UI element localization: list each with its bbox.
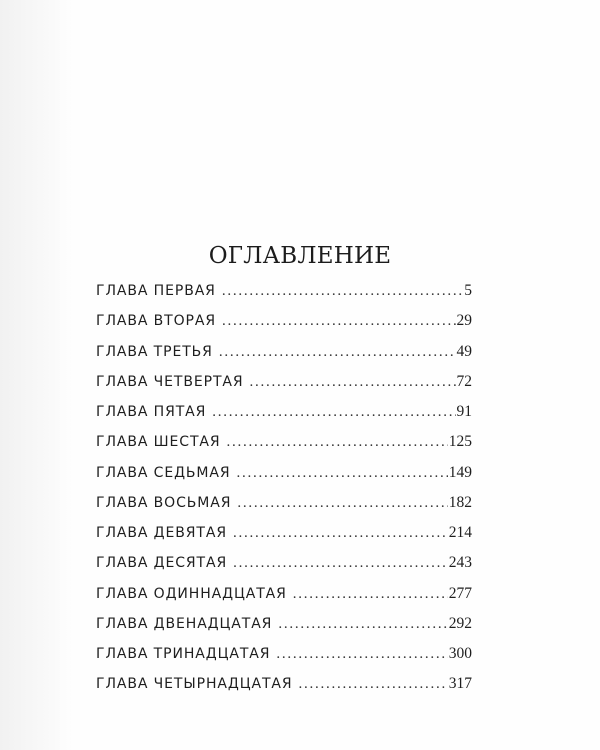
toc-page-number: 149 (448, 463, 472, 481)
toc-dot-leader (233, 525, 448, 542)
toc-entry (96, 282, 472, 312)
toc-page-number: 91 (456, 403, 472, 420)
toc-chapter-title: ГЛАВА ДВЕНАДЦАТАЯ (96, 615, 273, 632)
toc-dot-leader (278, 616, 447, 633)
toc-page-number: 182 (448, 493, 472, 511)
toc-entry (96, 675, 472, 705)
toc-chapter-title: ГЛАВА ШЕСТАЯ (96, 434, 221, 451)
toc-page-number: 214 (448, 524, 472, 541)
toc-page-number: 125 (448, 433, 472, 451)
toc-page-number: 243 (448, 554, 472, 572)
toc-dot-leader (293, 586, 448, 603)
toc-title: ОГЛАВЛЕНИЕ (208, 243, 392, 270)
page-gutter-shadow (0, 0, 74, 750)
toc-entry (96, 645, 472, 675)
toc-entry (96, 494, 472, 524)
toc-dot-leader (237, 465, 448, 482)
toc-chapter-title: ГЛАВА ПЯТАЯ (96, 404, 207, 420)
toc-entry (96, 585, 472, 615)
toc-entry (96, 464, 472, 494)
toc-entry (96, 373, 472, 403)
toc-dot-leader (212, 404, 455, 421)
toc-chapter-title: ГЛАВА ОДИННАДЦАТАЯ (96, 585, 287, 602)
toc-chapter-title: ГЛАВА ТРЕТЬЯ (96, 343, 213, 360)
toc-page-number: 49 (456, 342, 472, 360)
toc-dot-leader (237, 495, 447, 512)
toc-chapter-title: ГЛАВА ТРИНАДЦАТАЯ (96, 646, 271, 662)
toc-chapter-title: ГЛАВА ПЕРВАЯ (96, 283, 216, 299)
toc-dot-leader (227, 434, 448, 451)
toc-dot-leader (222, 283, 463, 300)
toc-chapter-title: ГЛАВА ЧЕТВЕРТАЯ (96, 373, 244, 390)
toc-chapter-title: ГЛАВА ВОСЬМАЯ (96, 494, 232, 511)
toc-dot-leader (276, 646, 447, 663)
toc-chapter-title: ГЛАВА ЧЕТЫРНАДЦАТАЯ (96, 676, 293, 693)
toc-page-number: 72 (456, 372, 472, 390)
toc-chapter-title: ГЛАВА ДЕВЯТАЯ (96, 525, 227, 541)
toc-entry (96, 615, 472, 645)
toc-dot-leader (250, 374, 456, 391)
toc-entry (96, 554, 472, 584)
toc-dot-leader (299, 676, 448, 693)
toc-chapter-title: ГЛАВА СЕДЬМАЯ (96, 464, 231, 481)
toc-entry (96, 403, 472, 433)
toc-entry (96, 343, 472, 373)
toc-dot-leader (219, 344, 456, 361)
table-of-contents (96, 282, 472, 706)
toc-page-number: 29 (456, 312, 472, 330)
toc-chapter-title: ГЛАВА ДЕСЯТАЯ (96, 555, 228, 572)
toc-page-number: 300 (448, 645, 472, 662)
toc-dot-leader (233, 555, 448, 572)
toc-page-number: 292 (448, 614, 472, 632)
toc-entry (96, 433, 472, 463)
toc-page-number: 277 (448, 584, 472, 602)
toc-entry (96, 312, 472, 342)
toc-entry (96, 524, 472, 554)
toc-chapter-title: ГЛАВА ВТОРАЯ (96, 313, 216, 330)
toc-page-number: 317 (448, 675, 472, 693)
toc-page-number: 5 (464, 282, 472, 299)
toc-dot-leader (222, 313, 456, 330)
